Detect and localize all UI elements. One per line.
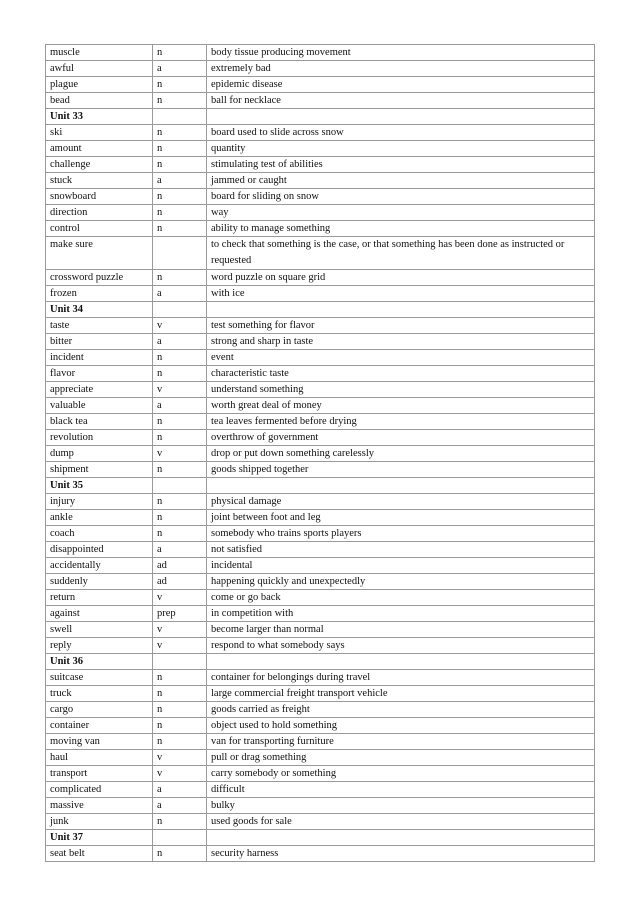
definition-cell: somebody who trains sports players xyxy=(207,526,595,542)
part-of-speech-cell: n xyxy=(153,718,207,734)
word-cell: amount xyxy=(46,141,153,157)
definition-cell: large commercial freight transport vehicle xyxy=(207,686,595,702)
definition-cell: event xyxy=(207,350,595,366)
word-cell: ski xyxy=(46,125,153,141)
table-row xyxy=(46,205,595,221)
table-row xyxy=(46,702,595,718)
definition-cell xyxy=(207,654,595,670)
table-row xyxy=(46,334,595,350)
part-of-speech-cell: prep xyxy=(153,606,207,622)
table-row xyxy=(46,638,595,654)
word-cell: crossword puzzle xyxy=(46,270,153,286)
word-cell: dump xyxy=(46,446,153,462)
table-row xyxy=(46,61,595,77)
definition-cell: security harness xyxy=(207,846,595,862)
word-cell: snowboard xyxy=(46,189,153,205)
unit-header-row xyxy=(46,109,595,125)
part-of-speech-cell: n xyxy=(153,814,207,830)
table-row xyxy=(46,398,595,414)
part-of-speech-cell: v xyxy=(153,382,207,398)
table-row xyxy=(46,558,595,574)
definition-cell: ball for necklace xyxy=(207,93,595,109)
part-of-speech-cell: ad xyxy=(153,574,207,590)
document-page xyxy=(45,44,594,862)
table-row xyxy=(46,510,595,526)
table-row xyxy=(46,141,595,157)
definition-cell xyxy=(207,830,595,846)
part-of-speech-cell xyxy=(153,302,207,318)
definition-cell: ability to manage something xyxy=(207,221,595,237)
definition-cell: respond to what somebody says xyxy=(207,638,595,654)
part-of-speech-cell: n xyxy=(153,189,207,205)
part-of-speech-cell: n xyxy=(153,157,207,173)
word-cell: reply xyxy=(46,638,153,654)
definition-cell: board for sliding on snow xyxy=(207,189,595,205)
table-row xyxy=(46,846,595,862)
definition-cell: board used to slide across snow xyxy=(207,125,595,141)
word-cell: flavor xyxy=(46,366,153,382)
part-of-speech-cell: v xyxy=(153,766,207,782)
definition-cell: pull or drag something xyxy=(207,750,595,766)
definition-cell: worth great deal of money xyxy=(207,398,595,414)
part-of-speech-cell: n xyxy=(153,670,207,686)
definition-cell: body tissue producing movement xyxy=(207,45,595,61)
word-cell: moving van xyxy=(46,734,153,750)
word-cell: challenge xyxy=(46,157,153,173)
part-of-speech-cell: v xyxy=(153,590,207,606)
table-row xyxy=(46,814,595,830)
part-of-speech-cell: n xyxy=(153,141,207,157)
table-row xyxy=(46,173,595,189)
word-cell: suddenly xyxy=(46,574,153,590)
table-row xyxy=(46,494,595,510)
part-of-speech-cell: a xyxy=(153,542,207,558)
word-cell: Unit 34 xyxy=(46,302,153,318)
word-cell: transport xyxy=(46,766,153,782)
word-cell: stuck xyxy=(46,173,153,189)
part-of-speech-cell: v xyxy=(153,622,207,638)
definition-cell: carry somebody or something xyxy=(207,766,595,782)
definition-cell: physical damage xyxy=(207,494,595,510)
table-row xyxy=(46,462,595,478)
table-row xyxy=(46,157,595,173)
table-row xyxy=(46,718,595,734)
word-cell: swell xyxy=(46,622,153,638)
word-cell: coach xyxy=(46,526,153,542)
definition-cell: strong and sharp in taste xyxy=(207,334,595,350)
table-row xyxy=(46,45,595,61)
word-cell: Unit 33 xyxy=(46,109,153,125)
word-cell: control xyxy=(46,221,153,237)
part-of-speech-cell xyxy=(153,654,207,670)
word-cell: Unit 35 xyxy=(46,478,153,494)
word-cell: truck xyxy=(46,686,153,702)
unit-header-row xyxy=(46,478,595,494)
table-row xyxy=(46,670,595,686)
word-cell: incident xyxy=(46,350,153,366)
part-of-speech-cell: n xyxy=(153,846,207,862)
table-row xyxy=(46,350,595,366)
vocabulary-table-body xyxy=(46,45,595,862)
part-of-speech-cell: n xyxy=(153,414,207,430)
part-of-speech-cell: ad xyxy=(153,558,207,574)
word-cell: disappointed xyxy=(46,542,153,558)
definition-cell: epidemic disease xyxy=(207,77,595,93)
word-cell: cargo xyxy=(46,702,153,718)
definition-cell: become larger than normal xyxy=(207,622,595,638)
part-of-speech-cell: v xyxy=(153,446,207,462)
part-of-speech-cell: n xyxy=(153,702,207,718)
word-cell: black tea xyxy=(46,414,153,430)
word-cell: shipment xyxy=(46,462,153,478)
definition-cell: object used to hold something xyxy=(207,718,595,734)
word-cell: plague xyxy=(46,77,153,93)
definition-cell: to check that something is the case, or that something has been done as instructed or requested xyxy=(207,237,595,270)
word-cell: bead xyxy=(46,93,153,109)
table-row xyxy=(46,189,595,205)
definition-cell: characteristic taste xyxy=(207,366,595,382)
definition-cell: goods carried as freight xyxy=(207,702,595,718)
definition-cell: with ice xyxy=(207,286,595,302)
word-cell: taste xyxy=(46,318,153,334)
table-row xyxy=(46,734,595,750)
table-row xyxy=(46,125,595,141)
table-row xyxy=(46,750,595,766)
definition-cell: incidental xyxy=(207,558,595,574)
word-cell: against xyxy=(46,606,153,622)
unit-header-row xyxy=(46,302,595,318)
table-row xyxy=(46,622,595,638)
table-row xyxy=(46,270,595,286)
part-of-speech-cell: n xyxy=(153,494,207,510)
word-cell: appreciate xyxy=(46,382,153,398)
part-of-speech-cell: n xyxy=(153,366,207,382)
part-of-speech-cell: v xyxy=(153,750,207,766)
definition-cell xyxy=(207,302,595,318)
part-of-speech-cell: a xyxy=(153,398,207,414)
word-cell: frozen xyxy=(46,286,153,302)
vocabulary-table xyxy=(45,44,595,862)
word-cell: direction xyxy=(46,205,153,221)
word-cell: complicated xyxy=(46,782,153,798)
part-of-speech-cell: a xyxy=(153,798,207,814)
definition-cell: goods shipped together xyxy=(207,462,595,478)
definition-cell: not satisfied xyxy=(207,542,595,558)
word-cell: revolution xyxy=(46,430,153,446)
word-cell: massive xyxy=(46,798,153,814)
word-cell: make sure xyxy=(46,237,153,270)
table-row xyxy=(46,414,595,430)
table-row xyxy=(46,798,595,814)
word-cell: awful xyxy=(46,61,153,77)
table-row xyxy=(46,446,595,462)
part-of-speech-cell: n xyxy=(153,45,207,61)
table-row xyxy=(46,782,595,798)
word-cell: bitter xyxy=(46,334,153,350)
part-of-speech-cell: n xyxy=(153,526,207,542)
table-row xyxy=(46,286,595,302)
table-row xyxy=(46,237,595,270)
part-of-speech-cell: n xyxy=(153,125,207,141)
definition-cell: way xyxy=(207,205,595,221)
word-cell: suitcase xyxy=(46,670,153,686)
word-cell: Unit 37 xyxy=(46,830,153,846)
table-row xyxy=(46,590,595,606)
table-row xyxy=(46,574,595,590)
part-of-speech-cell: n xyxy=(153,270,207,286)
definition-cell xyxy=(207,478,595,494)
part-of-speech-cell: v xyxy=(153,318,207,334)
table-row xyxy=(46,318,595,334)
word-cell: seat belt xyxy=(46,846,153,862)
part-of-speech-cell: n xyxy=(153,430,207,446)
definition-cell xyxy=(207,109,595,125)
table-row xyxy=(46,766,595,782)
word-cell: valuable xyxy=(46,398,153,414)
part-of-speech-cell: v xyxy=(153,638,207,654)
definition-cell: jammed or caught xyxy=(207,173,595,189)
part-of-speech-cell: a xyxy=(153,173,207,189)
table-row xyxy=(46,430,595,446)
table-row xyxy=(46,366,595,382)
definition-cell: come or go back xyxy=(207,590,595,606)
part-of-speech-cell: n xyxy=(153,462,207,478)
word-cell: muscle xyxy=(46,45,153,61)
part-of-speech-cell xyxy=(153,830,207,846)
part-of-speech-cell: n xyxy=(153,221,207,237)
definition-cell: in competition with xyxy=(207,606,595,622)
word-cell: injury xyxy=(46,494,153,510)
word-cell: ankle xyxy=(46,510,153,526)
part-of-speech-cell: n xyxy=(153,686,207,702)
definition-cell: test something for flavor xyxy=(207,318,595,334)
part-of-speech-cell: a xyxy=(153,334,207,350)
part-of-speech-cell: n xyxy=(153,93,207,109)
definition-cell: joint between foot and leg xyxy=(207,510,595,526)
definition-cell: bulky xyxy=(207,798,595,814)
word-cell: container xyxy=(46,718,153,734)
part-of-speech-cell: n xyxy=(153,77,207,93)
part-of-speech-cell: a xyxy=(153,782,207,798)
definition-cell: word puzzle on square grid xyxy=(207,270,595,286)
definition-cell: drop or put down something carelessly xyxy=(207,446,595,462)
definition-cell: happening quickly and unexpectedly xyxy=(207,574,595,590)
table-row xyxy=(46,526,595,542)
table-row xyxy=(46,382,595,398)
table-row xyxy=(46,606,595,622)
table-row xyxy=(46,77,595,93)
definition-cell: understand something xyxy=(207,382,595,398)
part-of-speech-cell: a xyxy=(153,61,207,77)
part-of-speech-cell: a xyxy=(153,286,207,302)
word-cell: accidentally xyxy=(46,558,153,574)
definition-cell: quantity xyxy=(207,141,595,157)
part-of-speech-cell xyxy=(153,109,207,125)
table-row xyxy=(46,686,595,702)
part-of-speech-cell: n xyxy=(153,510,207,526)
word-cell: Unit 36 xyxy=(46,654,153,670)
definition-cell: container for belongings during travel xyxy=(207,670,595,686)
unit-header-row xyxy=(46,654,595,670)
definition-cell: tea leaves fermented before drying xyxy=(207,414,595,430)
unit-header-row xyxy=(46,830,595,846)
definition-cell: overthrow of government xyxy=(207,430,595,446)
definition-cell: used goods for sale xyxy=(207,814,595,830)
part-of-speech-cell xyxy=(153,237,207,270)
word-cell: haul xyxy=(46,750,153,766)
definition-cell: van for transporting furniture xyxy=(207,734,595,750)
table-row xyxy=(46,221,595,237)
definition-cell: stimulating test of abilities xyxy=(207,157,595,173)
part-of-speech-cell xyxy=(153,478,207,494)
part-of-speech-cell: n xyxy=(153,205,207,221)
table-row xyxy=(46,93,595,109)
definition-cell: extremely bad xyxy=(207,61,595,77)
definition-cell: difficult xyxy=(207,782,595,798)
word-cell: return xyxy=(46,590,153,606)
part-of-speech-cell: n xyxy=(153,350,207,366)
table-row xyxy=(46,542,595,558)
word-cell: junk xyxy=(46,814,153,830)
part-of-speech-cell: n xyxy=(153,734,207,750)
